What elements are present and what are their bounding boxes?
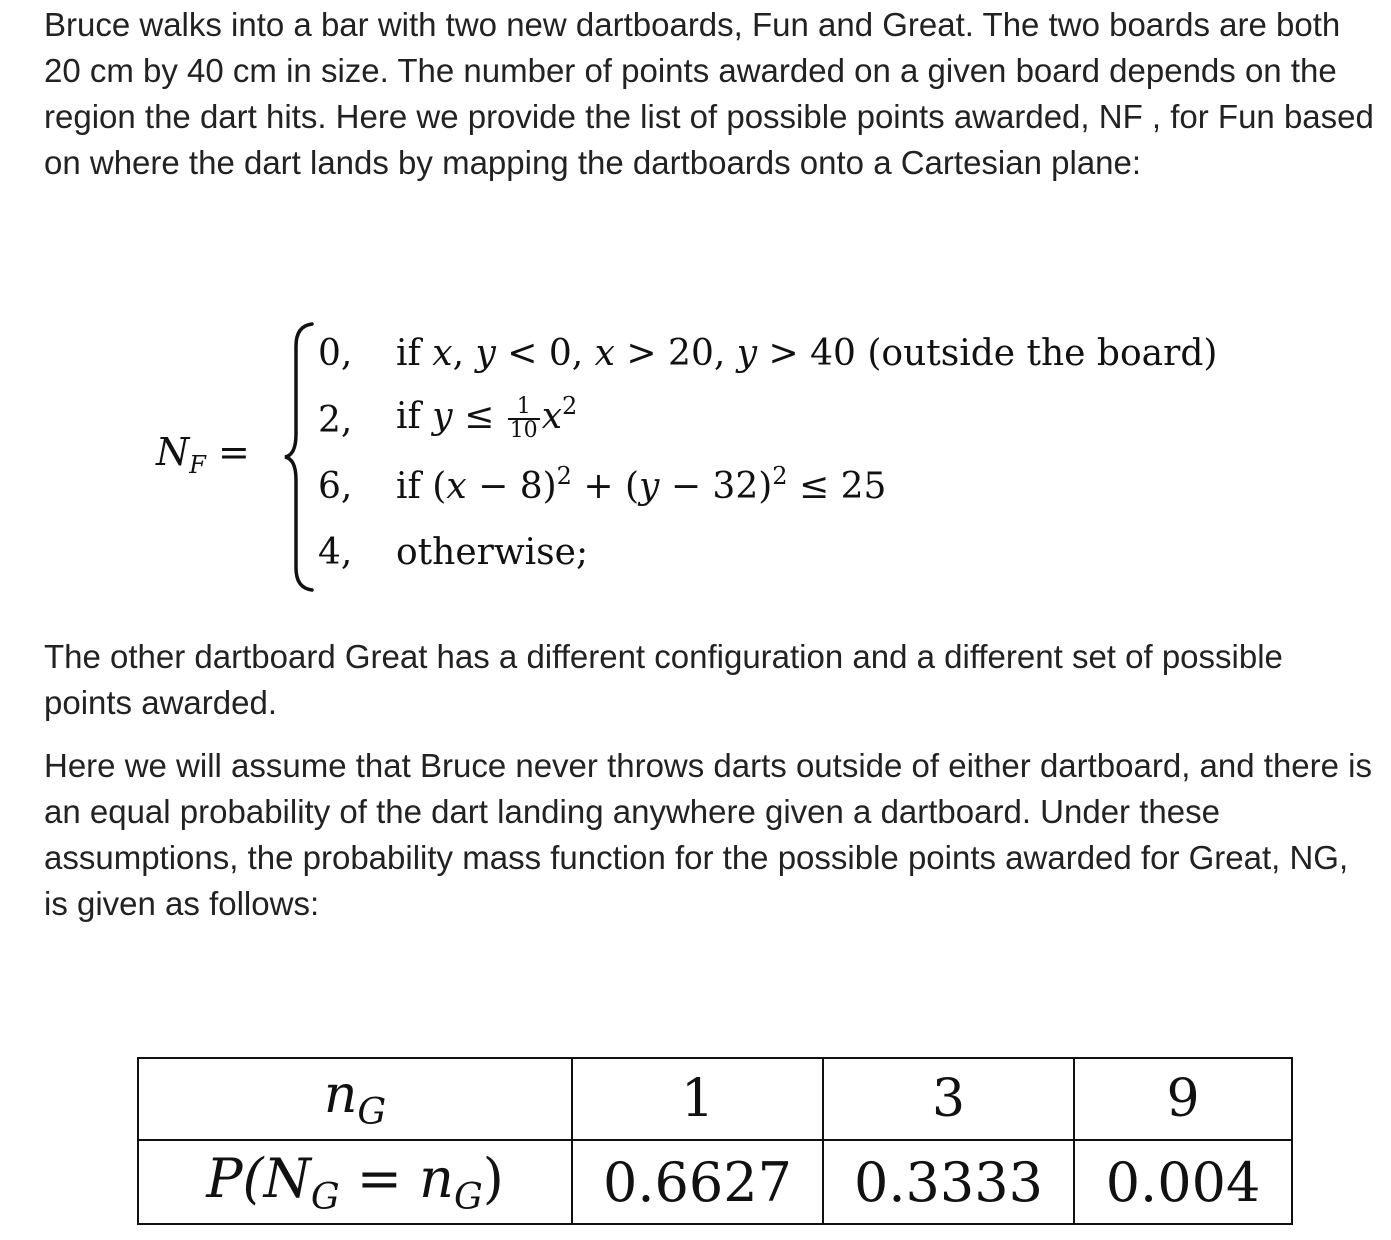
- probability-label-cell: $P(N_G = n_G)$: [138, 1140, 572, 1224]
- table-row: [138, 1140, 1292, 1224]
- case-value-6: 6,: [318, 466, 353, 507]
- left-brace-icon: [282, 322, 316, 592]
- header-label-cell: $n_G$: [138, 1058, 572, 1140]
- probability-value-cell: 0.004: [1074, 1140, 1292, 1224]
- header-value-cell: 1: [572, 1058, 823, 1140]
- case-condition-outside: if x, y < 0, x > 20, y > 40 (outside the board): [396, 333, 1218, 374]
- case-value-0: 0,: [318, 333, 353, 374]
- case-condition-parabola: if y ≤ $\frac{1}{10}$ $x^2$: [396, 392, 578, 443]
- header-value-cell: 9: [1074, 1058, 1292, 1140]
- fraction: $\frac{1}{10}$: [509, 394, 538, 443]
- lhs-equals: =: [218, 430, 250, 474]
- case-value-4: 4,: [318, 532, 353, 573]
- intro-paragraph: Bruce walks into a bar with two new dartboards, Fun and Great. The two boards are both 20 cm by 40 cm in size. The number of points awarded on a given board depends on the region the dart hits. Here we provide the list of possible points awarded, NF , for Fun based on where the dart lands by mapping the dartboards onto a Cartesian plane:: [44, 6, 1374, 181]
- case-condition-otherwise: otherwise;: [396, 532, 589, 573]
- equation-lhs: [156, 430, 250, 487]
- table-row: [138, 1058, 1292, 1140]
- lhs-variable: N: [156, 430, 190, 474]
- pmf-table: [137, 1057, 1293, 1225]
- great-intro-paragraph: The other dartboard Great has a different configuration and a different set of possible points awarded.: [44, 638, 1283, 721]
- assumption-paragraph: Here we will assume that Bruce never throws darts outside of either dartboard, and there is an equal probability of the dart landing anywhere given a dartboard. Under these assumptions, the probability mass function for the possible points awarded for Great, NG, is given as follows:: [44, 747, 1372, 922]
- case-condition-circle: if $(x - 8)^2 + (y - 32)^2 \le 25$: [396, 462, 887, 507]
- header-value-cell: 3: [823, 1058, 1074, 1140]
- lhs-subscript: F: [189, 451, 206, 479]
- case-value-2: 2,: [318, 400, 353, 441]
- probability-value-cell: 0.6627: [572, 1140, 823, 1224]
- probability-value-cell: 0.3333: [823, 1140, 1074, 1224]
